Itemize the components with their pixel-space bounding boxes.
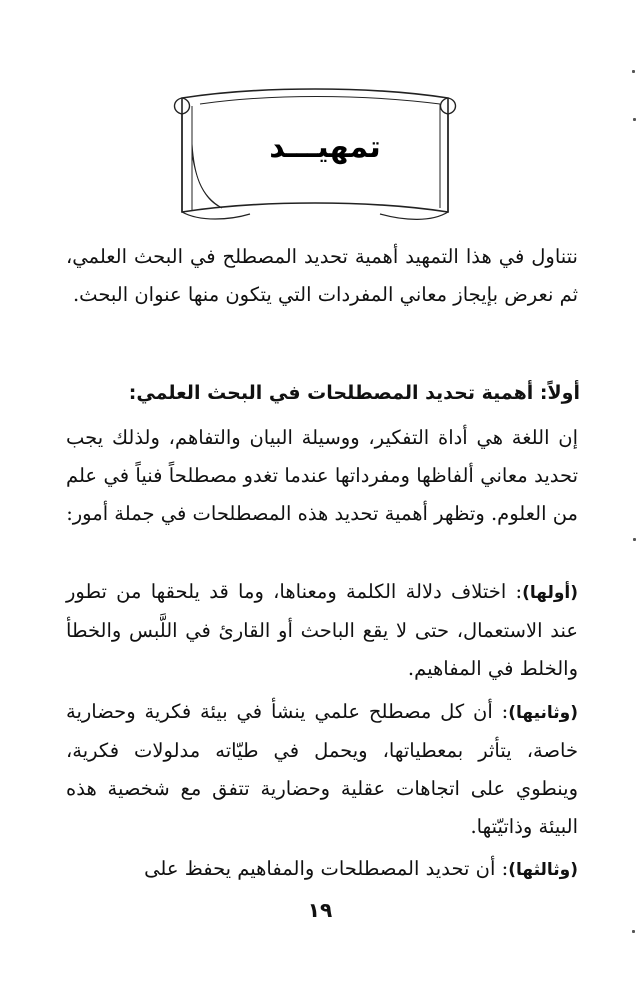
point-second-label: (وثانيها) xyxy=(508,703,578,723)
scan-speck xyxy=(632,70,635,73)
chapter-title: تمهيـــد xyxy=(269,130,381,165)
section-paragraph: إن اللغة هي أداة التفكير، ووسيلة البيان والتفاهم، ولذلك يجب تحديد معاني ألفاظها ومفرداتها عندما تغدو مصطلحاً فنياً في علم من العلوم. وتظهر أهمية تحديد هذه المصطلحات في جملة أمور: xyxy=(66,426,578,525)
section-heading: أولاً: أهمية تحديد المصطلحات في البحث العلمي: xyxy=(128,382,580,404)
point-first-label: (أولها) xyxy=(522,583,578,603)
point-third-text: : أن تحديد المصطلحات والمفاهيم يحفظ على xyxy=(144,857,509,880)
scan-speck xyxy=(633,118,636,121)
point-first-text: : اختلاف دلالة الكلمة ومعناها، وما قد يلحقها من تطور عند الاستعمال، حتى لا يقع الباحث أو القارئ في اللَّبس والخطأ والخلط في المفاهيم. xyxy=(66,580,578,680)
intro-paragraph: نتناول في هذا التمهيد أهمية تحديد المصطلح في البحث العلمي، ثم نعرض بإيجاز معاني المفردات التي يتكون منها عنوان البحث. xyxy=(66,245,578,306)
point-third xyxy=(66,850,578,889)
point-third-label: (وثالثها) xyxy=(508,860,578,880)
point-first xyxy=(66,573,578,688)
scan-speck xyxy=(632,930,635,933)
scroll-banner xyxy=(170,84,460,229)
scan-speck xyxy=(633,538,636,541)
point-second-text: : أن كل مصطلح علمي ينشأ في بيئة فكرية وحضارية خاصة، يتأثر بمعطياتها، ويحمل في طيّاته مدلولات فكرية، وينطوي على اتجاهات عقلية وحضارية تتفق مع شخصية هذه البيئة وذاتيّتها. xyxy=(66,700,578,838)
point-second xyxy=(66,693,578,846)
page-number: ١٩ xyxy=(307,898,333,922)
